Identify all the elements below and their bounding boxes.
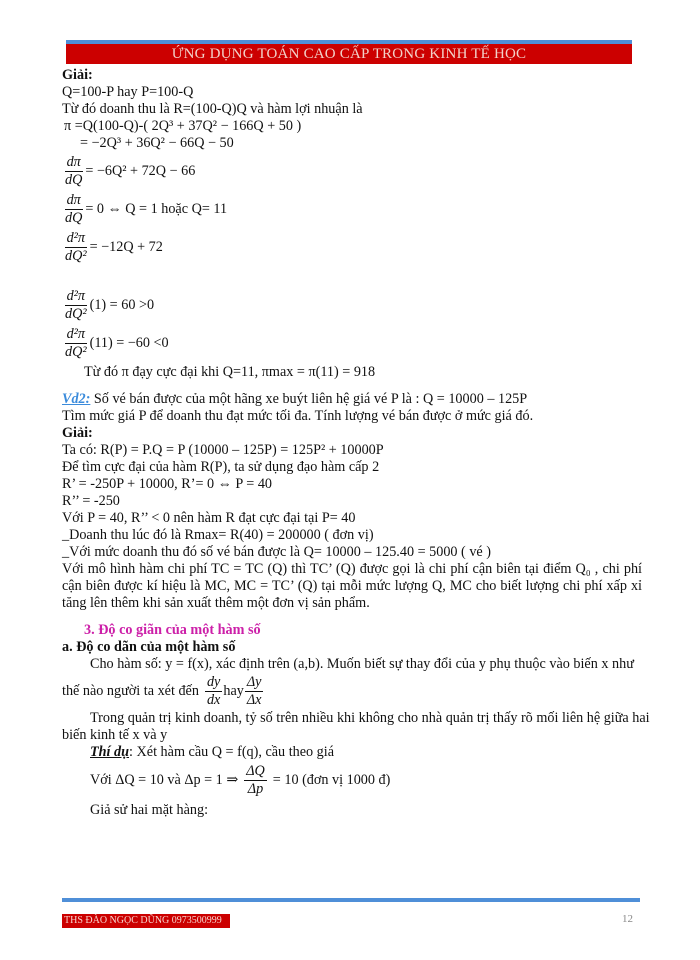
profit-function: π =Q(100-Q)-( 2Q³ + 37Q² − 166Q + 50 ) — [64, 118, 302, 134]
footer-author: THS ĐÀO NGỌC DŨNG 0973500999 — [62, 914, 230, 928]
text-line: Giả sử hai mặt hàng: — [90, 802, 209, 818]
second-derivative-at-11: $\frac{\text{d²π}}{\text{dQ²}}$ (11) = −60 <0 — [65, 326, 169, 360]
text-line: Tìm mức giá P để doanh thu đạt mức tối đa. Tính lượng vé bán được ở mức giá đó. — [62, 408, 534, 424]
text-line: Q=100-P hay P=100-Q — [62, 84, 194, 100]
example-2: Vd2: Số vé bán được của một hãng xe buýt liên hệ giá vé P là : Q = 10000 – 125P — [62, 391, 528, 407]
fraction: $\frac{d\pi}{dQ}$ — [65, 154, 83, 188]
derivative-2: $\frac{d\pi}{dQ}$ = 0 ⇔ Q = 1 hoặc Q= 11 — [65, 192, 228, 226]
fraction: $\frac{d\pi}{dQ}$ — [65, 192, 83, 226]
text-line: Từ đó doanh thu là R=(100-Q)Q và hàm lợi nhuận là — [62, 101, 363, 117]
example-line: Thí dụ: Xét hàm cầu Q = f(q), cầu theo giá — [90, 744, 335, 760]
fraction: $\frac{\Delta y}{\Delta x}$ — [246, 674, 262, 708]
text-line: Để tìm cực đại của hàm R(P), ta sử dụng đạo hàm cấp 2 — [62, 459, 380, 475]
text-line: _Với mức doanh thu đó số vé bán được là Q= 10000 – 125.40 = 5000 ( vé ) — [62, 544, 491, 560]
fraction: $\frac{\text{d²π}}{\text{dQ²}}$ — [65, 326, 87, 360]
derivative-1: $\frac{d\pi}{dQ}$ = −6Q² + 72Q − 66 — [65, 154, 196, 188]
header-title: ỨNG DỤNG TOÁN CAO CẤP TRONG KINH TẾ HỌC — [66, 44, 632, 64]
text-line: _Doanh thu lúc đó là Rmax= R(40) = 200000 ( đơn vị) — [62, 527, 374, 543]
spacer — [62, 268, 642, 286]
profit-function-expanded: = −2Q³ + 36Q² − 66Q − 50 — [80, 135, 234, 151]
subsection-title: a. Độ co dãn của một hàm số — [62, 639, 236, 655]
text-line: biến kinh tế x và y — [62, 727, 168, 743]
text-line: Cho hàm số: y = f(x), xác định trên (a,b). Muốn biết sự thay đổi của y phụ thuộc vào biến x như — [90, 656, 634, 672]
text-line: R’ = -250P + 10000, R’= 0 ⇔ P = 40 — [62, 476, 273, 492]
page-number: 12 — [622, 913, 633, 925]
spacer — [62, 612, 642, 622]
text-line: Ta có: R(P) = P.Q = P (10000 – 125P) = 125P² + 10000P — [62, 442, 384, 458]
solution-heading: Giải: — [62, 425, 93, 441]
example-label: Vd2: — [62, 391, 91, 407]
fraction: $\frac{\text{d²π}}{\text{dQ²}}$ — [65, 230, 87, 264]
section-title: 3. Độ co giãn của một hàm số — [84, 622, 261, 638]
solution-heading: Giải: — [62, 67, 93, 83]
example-ratio-line: Với ΔQ = 10 và Δp = 1 ⇒ $\frac{\Delta Q}{\Delta p}$ = 10 (đơn vị 1000 đ) — [90, 763, 391, 797]
text-line: Với P = 40, R’’ < 0 nên hàm R đạt cực đại tại P= 40 — [62, 510, 356, 526]
example-label: Thí dụ — [90, 744, 130, 760]
spacer — [62, 381, 642, 391]
page-content — [62, 67, 650, 819]
conclusion: Từ đó π đạy cực đại khi Q=11, πmax = π(11) = 918 — [84, 364, 376, 380]
second-derivative-at-1: $\frac{\text{d²π}}{\text{dQ²}}$ (1) = 60 >0 — [65, 288, 155, 322]
fraction: $\frac{dy}{dx}$ — [206, 674, 221, 708]
second-derivative: $\frac{\text{d²π}}{\text{dQ²}}$ = −12Q + 72 — [65, 230, 163, 264]
fraction: $\frac{\Delta Q}{\Delta p}$ — [246, 763, 265, 797]
text-line: Trong quản trị kinh doanh, tỷ số trên nhiều khi không cho nhà quản trị thấy rõ mối liên hệ giữa hai — [90, 710, 650, 726]
paragraph-marginal-cost: Với mô hình hàm chi phí TC = TC (Q) thì TC’ (Q) được gọi là chi phí cận biên tại điểm Q₀ , chi phí cận biên được kí hiệu là MC, MC = TC’ (Q) tại mỗi mức lượng Q, MC cho biết lượng chi phí xấp xỉ tăng lên thêm khi sản xuất thêm một đơn vị sản phẩm. — [62, 561, 642, 611]
ratio-line: thế nào người ta xét đến $\frac{dy}{dx}$ hay $\frac{\Delta y}{\Delta x}$ — [62, 674, 262, 708]
text-line: R’’ = -250 — [62, 493, 120, 509]
footer-rule — [62, 898, 640, 902]
fraction: $\frac{\text{d²π}}{\text{dQ²}}$ — [65, 288, 87, 322]
